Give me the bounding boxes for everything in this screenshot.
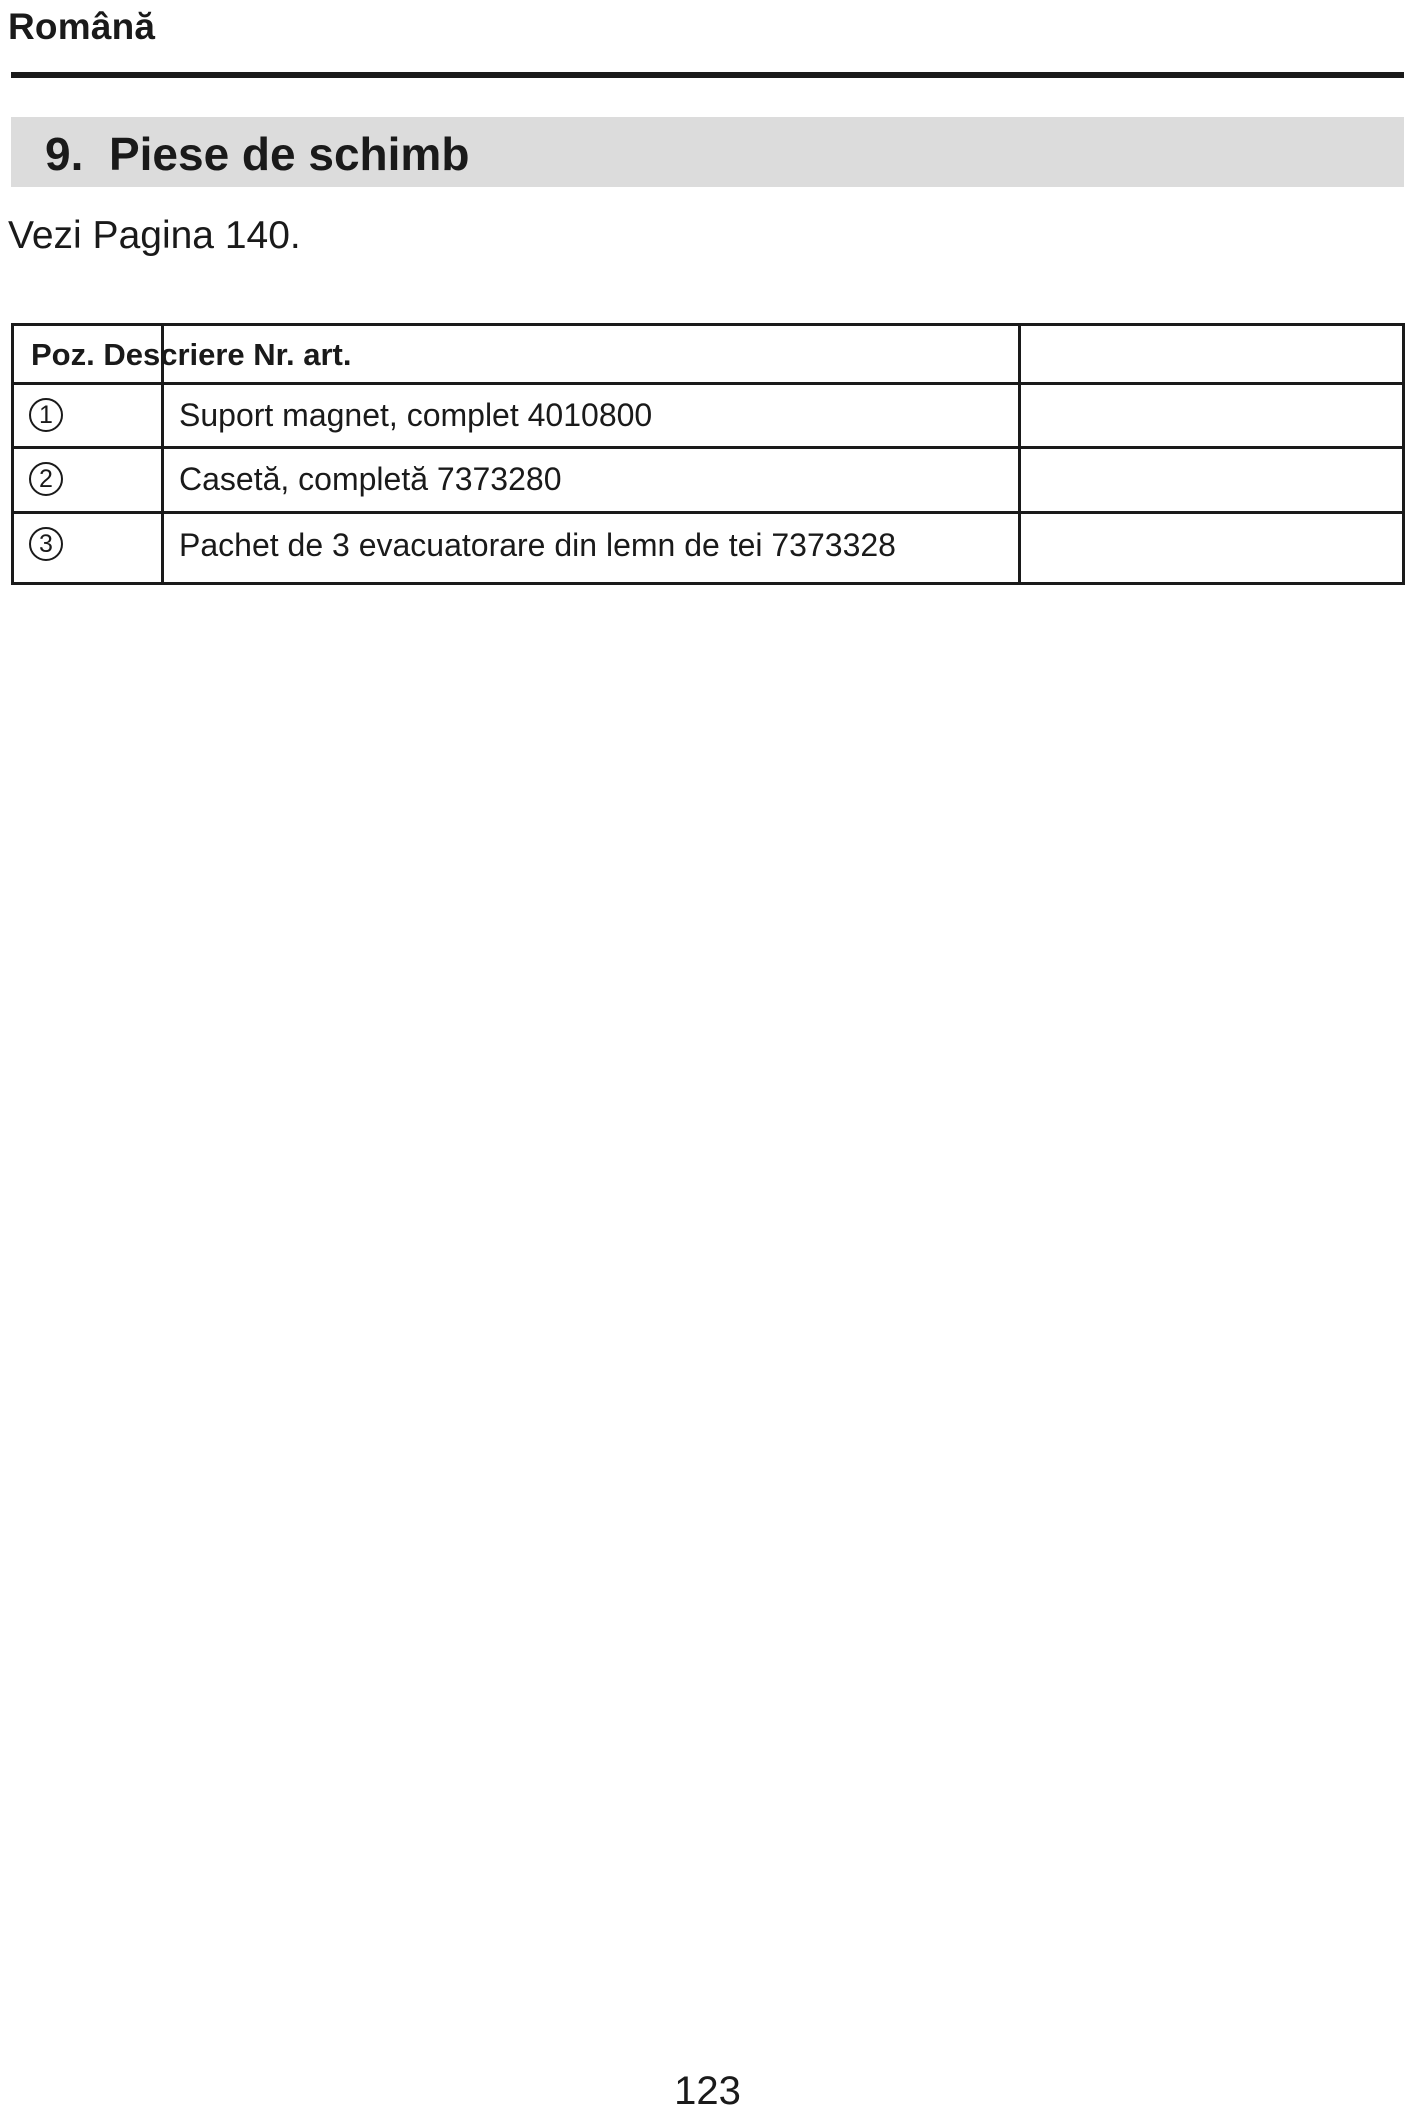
- position-cell: [24, 457, 68, 501]
- table-row-divider: [14, 511, 1402, 514]
- section-heading: [45, 126, 469, 182]
- section-number: 9.: [45, 128, 84, 180]
- table-row-divider: [14, 446, 1402, 449]
- table-column-divider: [1018, 326, 1021, 582]
- header-divider: [11, 72, 1404, 78]
- part-description: Pachet de 3 evacuatorare din lemn de tei 7373328: [179, 527, 896, 563]
- position-number: 1: [29, 398, 63, 432]
- section-title: Piese de schimb: [108, 128, 470, 180]
- position-cell: [24, 522, 68, 566]
- language-label: Română: [8, 6, 156, 47]
- table-row-divider: [14, 382, 1402, 385]
- spare-parts-table: [11, 323, 1405, 585]
- position-number: 2: [29, 462, 63, 496]
- table-header: Poz. Descriere Nr. art.: [31, 337, 352, 372]
- part-description: Casetă, completă 7373280: [179, 461, 562, 497]
- position-number: 3: [29, 527, 63, 561]
- page-number: 123: [674, 2069, 741, 2113]
- position-cell: [24, 393, 68, 437]
- part-description: Suport magnet, complet 4010800: [179, 397, 653, 433]
- see-page-reference: Vezi Pagina 140.: [8, 214, 301, 257]
